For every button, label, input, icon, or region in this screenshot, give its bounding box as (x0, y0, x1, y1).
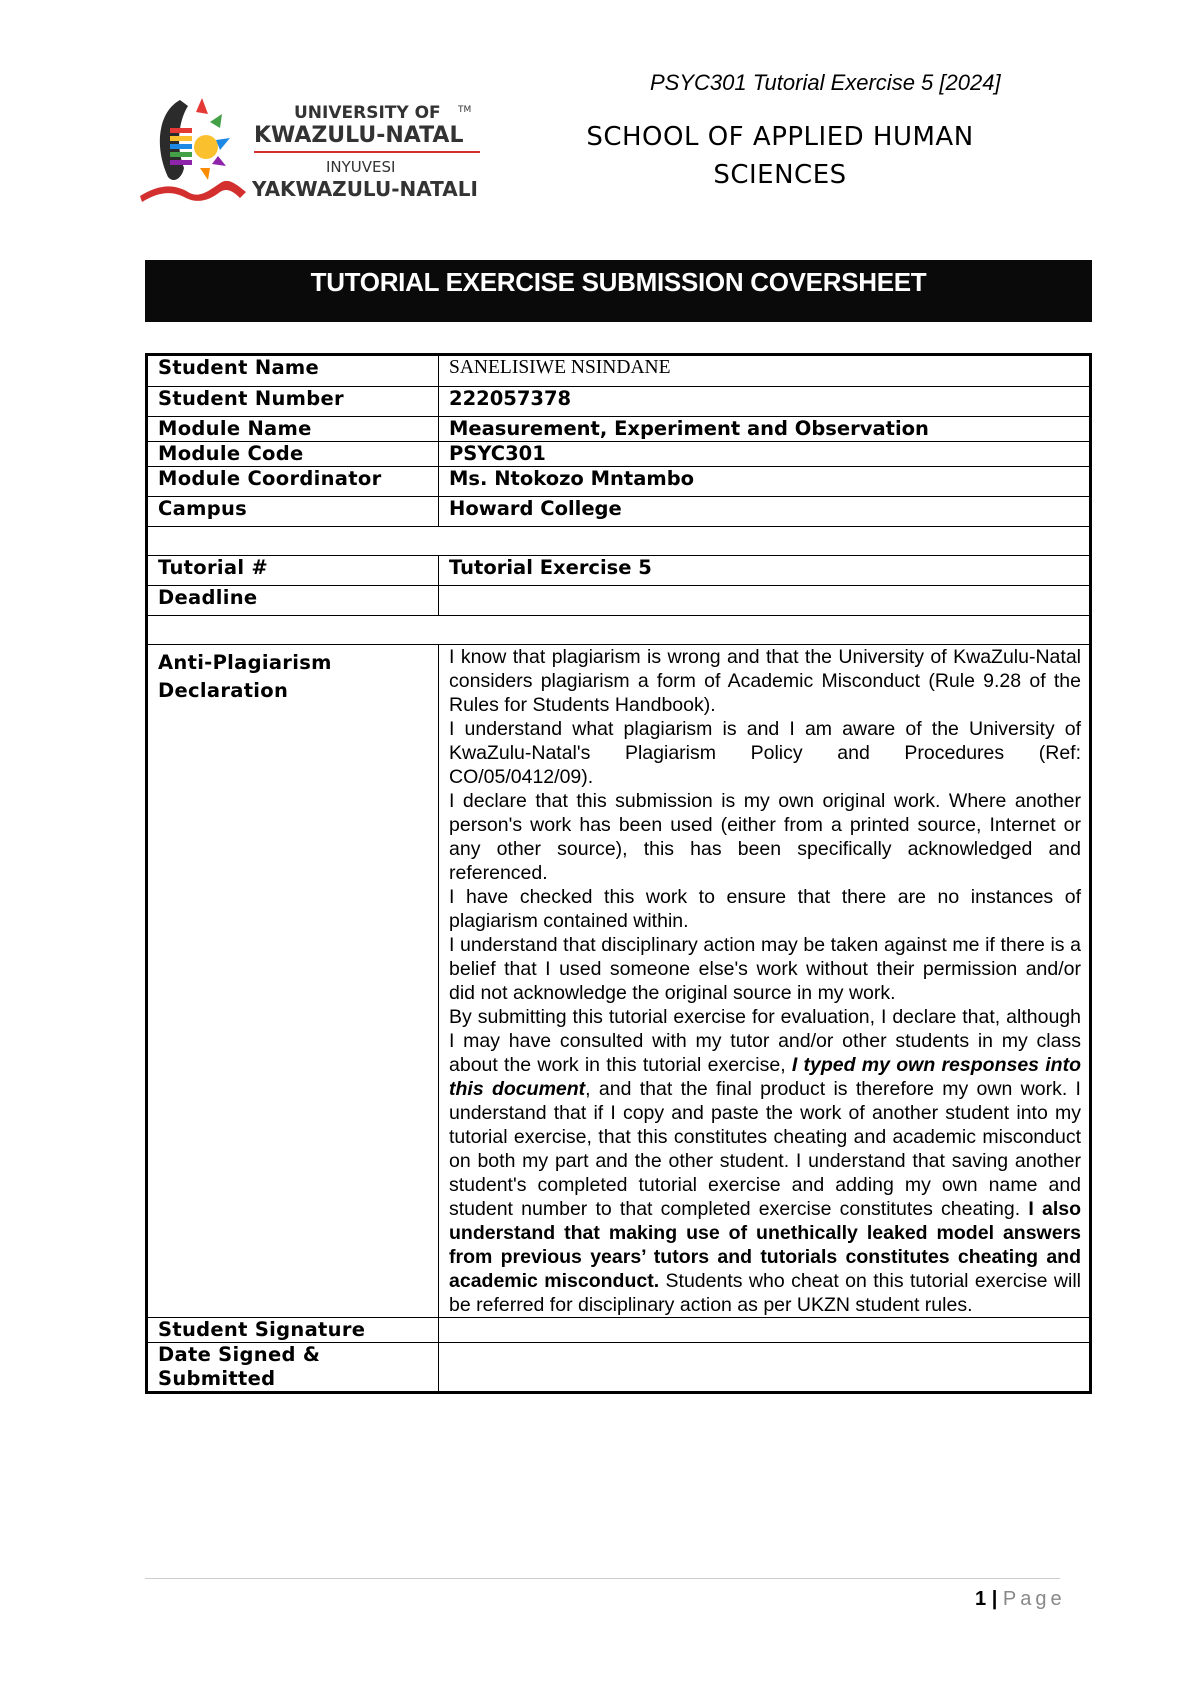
student-number-label: Student Number (147, 387, 439, 417)
declaration-text (439, 645, 1091, 1318)
declaration-paragraph: I have checked this work to ensure that there are no instances of plagiarism contained within. (449, 886, 1081, 932)
page-number-value: 1 (975, 1588, 987, 1610)
module-name-label: Module Name (147, 417, 439, 442)
row-module-coordinator (147, 467, 1091, 497)
declaration-text-run: By submitting this tutorial exercise for evaluation, I declare that, although I may have consulted with my tutor and/or other students in my class about the work in this tutorial exercise, (449, 1006, 1081, 1076)
page-label: Page (1002, 1588, 1066, 1610)
declaration-paragraph: I know that plagiarism is wrong and that the University of KwaZulu-Natal considers plagiarism a form of Academic Misconduct (Rule 9.28 of the Rules for Students Handbook). (449, 646, 1081, 716)
declaration-paragraph (449, 1005, 1081, 1317)
declaration-paragraph: I understand what plagiarism is and I am aware of the University of KwaZulu-Natal's Plagiarism Policy and Procedures (Ref: CO/05/0412/09). (449, 718, 1081, 788)
campus-label: Campus (147, 497, 439, 527)
page-number (975, 1588, 1066, 1611)
row-date-signed (147, 1343, 1091, 1393)
module-coordinator-value[interactable]: Ms. Ntokozo Mntambo (439, 467, 1091, 497)
row-declaration (147, 645, 1091, 1318)
school-title-line2: SCIENCES (713, 160, 847, 190)
logo-text-1: UNIVERSITY OF (294, 103, 441, 123)
logo-text-2: KWAZULU-NATAL (254, 123, 464, 148)
date-signed-value[interactable] (439, 1343, 1091, 1393)
declaration-paragraph: I declare that this submission is my own original work. Where another person's work has been used (either from a printed source, Internet or any other source), this has been specifically acknowledged and referenced. (449, 790, 1081, 884)
row-tutorial (147, 556, 1091, 586)
spacer-row (147, 616, 1091, 645)
row-deadline (147, 586, 1091, 616)
campus-value[interactable]: Howard College (439, 497, 1091, 527)
school-title (540, 118, 1020, 194)
declaration-emphasis: I typed my own responses into this document (449, 1054, 1081, 1100)
spacer-row (147, 527, 1091, 556)
declaration-paragraph: I understand that disciplinary action may be taken against me if there is a belief that I used someone else's work without their permission and/or did not acknowledge the original source in my work. (449, 934, 1081, 1004)
logo-tm: TM (458, 105, 472, 115)
module-code-label: Module Code (147, 442, 439, 467)
row-module-name (147, 417, 1091, 442)
signature-value[interactable] (439, 1318, 1091, 1343)
declaration-text-run: Students who cheat on this tutorial exercise will be referred for disciplinary action as per UKZN student rules. (449, 1270, 1081, 1316)
module-code-value[interactable]: PSYC301 (439, 442, 1091, 467)
footer-divider (145, 1578, 1060, 1579)
row-campus (147, 497, 1091, 527)
tutorial-value[interactable]: Tutorial Exercise 5 (439, 556, 1091, 586)
declaration-label-line2: Declaration (158, 679, 289, 702)
row-module-code (147, 442, 1091, 467)
declaration-label (147, 645, 439, 1318)
logo-text-4: YAKWAZULU-NATALI (252, 177, 478, 201)
row-signature (147, 1318, 1091, 1343)
declaration-bold: I also understand that making use of unethically leaked model answers from previous years’ tutors and tutorials constitutes cheating and academic misconduct. (449, 1198, 1081, 1292)
deadline-value[interactable] (439, 586, 1091, 616)
coversheet-banner: TUTORIAL EXERCISE SUBMISSION COVERSHEET (145, 260, 1092, 322)
page-separator: | (991, 1588, 998, 1610)
school-title-line1: SCHOOL OF APPLIED HUMAN (586, 122, 974, 152)
logo-text-3: INYUVESI (326, 158, 396, 176)
university-logo (140, 92, 500, 217)
student-name-value[interactable]: SANELISIWE NSINDANE (439, 355, 1091, 387)
deadline-label: Deadline (147, 586, 439, 616)
declaration-label-line1: Anti-Plagiarism (158, 651, 332, 674)
tutorial-label: Tutorial # (147, 556, 439, 586)
module-name-value[interactable]: Measurement, Experiment and Observation (439, 417, 1091, 442)
row-student-name (147, 355, 1091, 387)
module-coordinator-label: Module Coordinator (147, 467, 439, 497)
student-number-value[interactable]: 222057378 (439, 387, 1091, 417)
coversheet-table (145, 353, 1092, 1394)
declaration-text-run: , and that the final product is therefore my own work. I understand that if I copy and paste the work of another student into my tutorial exercise, that this constitutes cheating and academic misconduct on both my part and the other student. I understand that saving another student's completed tutorial exercise and adding my own name and student number to that completed exercise constitutes cheating. (449, 1078, 1081, 1220)
row-student-number (147, 387, 1091, 417)
document-reference: PSYC301 Tutorial Exercise 5 [2024] (650, 70, 1001, 95)
date-signed-label: Date Signed & Submitted (147, 1343, 439, 1393)
student-name-label: Student Name (147, 355, 439, 387)
signature-label: Student Signature (147, 1318, 439, 1343)
